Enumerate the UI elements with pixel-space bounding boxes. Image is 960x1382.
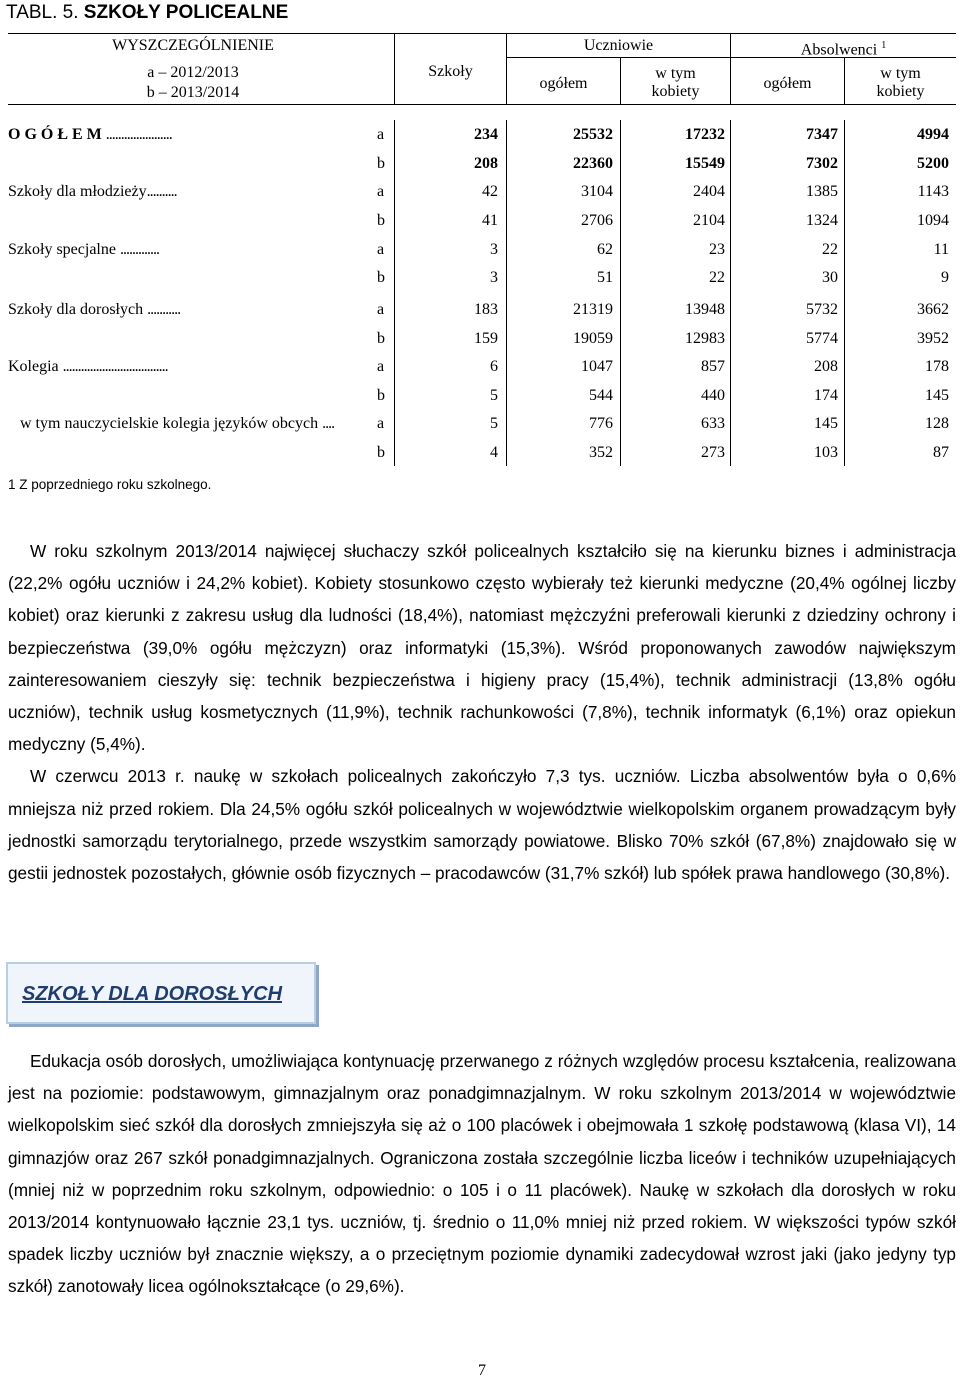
cell-students-women: 17232: [685, 126, 725, 143]
table-row: [0, 410, 960, 438]
row-label: O G Ó Ł E M ......................: [8, 126, 172, 143]
cell-schools: 3: [490, 269, 498, 286]
cell-students-total: 51: [597, 269, 613, 286]
cell-graduates-total: 7347: [806, 126, 838, 143]
graduates-header: Absolwenci $^1$: [800, 40, 887, 59]
cell-students-total: 62: [597, 241, 613, 258]
table-header: [8, 33, 956, 105]
cell-graduates-women: 87: [933, 444, 949, 461]
row-label: Szkoły dla dorosłych ...........: [8, 301, 181, 318]
row-label: Kolegia ...................................: [8, 358, 168, 375]
year-marker: b: [377, 330, 385, 347]
cell-schools: 4: [490, 444, 498, 461]
cell-graduates-women: 178: [925, 358, 949, 375]
cell-students-total: 21319: [573, 301, 613, 318]
cell-students-total: 22360: [573, 155, 613, 172]
cell-students-women: 273: [701, 444, 725, 461]
students-total-header: ogółem: [539, 75, 588, 92]
year-a-label: a – 2012/2013: [147, 64, 239, 81]
table-row: [0, 236, 960, 264]
table-row: [0, 439, 960, 467]
cell-students-women: 23: [709, 241, 725, 258]
table-row: [0, 150, 960, 178]
year-marker: a: [377, 301, 385, 318]
cell-students-women: 2404: [693, 183, 725, 200]
table-heading: SZKOŁY POLICEALNE: [83, 2, 289, 23]
cell-students-total: 776: [589, 415, 613, 432]
cell-schools: 3: [490, 241, 498, 258]
year-marker: a: [377, 415, 385, 432]
section-heading-box: [6, 962, 316, 1024]
cell-students-women: 13948: [685, 301, 725, 318]
year-marker: a: [377, 183, 385, 200]
cell-students-women: 2104: [693, 212, 725, 229]
cell-schools: 159: [474, 330, 498, 347]
year-marker: b: [377, 155, 385, 172]
cell-graduates-women: 11: [933, 241, 949, 258]
cell-graduates-total: 7302: [806, 155, 838, 172]
cell-graduates-total: 208: [814, 358, 838, 375]
cell-graduates-total: 5774: [806, 330, 838, 347]
body-text-section-2: [8, 1045, 956, 1303]
table-row: [0, 353, 960, 381]
row-label: Szkoły specjalne .............: [8, 241, 159, 258]
cell-schools: 208: [474, 155, 498, 172]
section-heading: SZKOŁY DLA DOROSŁYCH: [22, 983, 283, 1005]
cell-students-women: 633: [701, 415, 725, 432]
cell-students-total: 3104: [581, 183, 613, 200]
table-row: [0, 325, 960, 353]
cell-students-total: 352: [589, 444, 613, 461]
year-marker: a: [377, 126, 385, 143]
cell-schools: 5: [490, 415, 498, 432]
year-marker: b: [377, 269, 385, 286]
page-number: 7: [478, 1362, 486, 1379]
cell-graduates-total: 22: [822, 241, 838, 258]
cell-graduates-women: 3952: [917, 330, 949, 347]
cell-students-women: 15549: [685, 155, 725, 172]
cell-graduates-total: 5732: [806, 301, 838, 318]
table-row: [0, 264, 960, 292]
paragraph: Edukacja osób dorosłych, umożliwiająca kontynuację przerwanego z różnych względów procesu kształcenia, realizowana jest na poziomie: podstawowym, gimnazjalnym oraz ponadgimnazjalnym. W roku szkolnym 2013/2014 w województwie wielkopolskim sieć szkół dla dorosłych zmniejszyła się aż o 100 placówek i obejmowała 1 szkołę podstawową (klasa VI), 14 gimnazjów oraz 267 szkół ponadgimnazjalnych. Ograniczona została szczególnie liczba liceów i techników uzupełniających (mniej niż w poprzednim roku szkolnym, odpowiednio: o 105 i o 11 placówek). Naukę w szkołach dla dorosłych w roku 2013/2014 kontynuowało łącznie 23,1 tys. uczniów, tj. średnio o 11,0% mniej niż przed rokiem. W większości typów szkół spadek liczby uczniów był znacznie większy, a o przeciętnym poziomie dynamiki zadecydował wzrost jaki (jako jedyny typ szkół) zanotowały licea ogólnokształcące (o 29,6%).: [8, 1051, 956, 1297]
table-footnote: 1 Z poprzedniego roku szkolnego.: [8, 477, 212, 492]
cell-schools: 5: [490, 387, 498, 404]
cell-graduates-total: 30: [822, 269, 838, 286]
cell-schools: 183: [474, 301, 498, 318]
cell-graduates-women: 4994: [917, 126, 949, 143]
cell-students-total: 19059: [573, 330, 613, 347]
cell-graduates-women: 5200: [917, 155, 949, 172]
students-header: Uczniowie: [583, 37, 654, 54]
cell-schools: 41: [482, 212, 498, 229]
table-title: [6, 2, 288, 24]
year-marker: b: [377, 212, 385, 229]
students-women-header: w tym kobiety: [651, 65, 700, 100]
year-marker: a: [377, 358, 385, 375]
table-row: [0, 207, 960, 235]
cell-graduates-women: 128: [925, 415, 949, 432]
table-row: [0, 121, 960, 149]
graduates-women-header: w tym kobiety: [876, 65, 925, 100]
row-label: Szkoły dla młodzieży..........: [8, 183, 177, 200]
cell-schools: 6: [490, 358, 498, 375]
cell-graduates-women: 1094: [917, 212, 949, 229]
cell-schools: 42: [482, 183, 498, 200]
cell-graduates-women: 9: [941, 269, 949, 286]
body-text-section-1: [8, 535, 956, 889]
table-row: [0, 382, 960, 410]
cell-students-total: 1047: [581, 358, 613, 375]
cell-students-women: 22: [709, 269, 725, 286]
row-label: w tym nauczycielskie kolegia języków obcych ....: [20, 415, 335, 432]
cell-graduates-total: 174: [814, 387, 838, 404]
cell-graduates-women: 145: [925, 387, 949, 404]
cell-graduates-total: 1385: [806, 183, 838, 200]
spec-header: WYSZCZEGÓLNIENIE: [112, 37, 274, 54]
cell-graduates-women: 1143: [917, 183, 949, 200]
cell-students-women: 857: [701, 358, 725, 375]
cell-graduates-women: 3662: [917, 301, 949, 318]
cell-graduates-total: 145: [814, 415, 838, 432]
paragraph: W czerwcu 2013 r. naukę w szkołach policealnych zakończyło 7,3 tys. uczniów. Liczba absolwentów była o 0,6% mniejsza niż przed rokiem. Dla 24,5% ogółu szkół policealnych w województwie wielkopolskim organem prowadzącym były jednostki samorządu terytorialnego, przede wszystkim samorządy powiatowe. Blisko 70% szkół (67,8%) znajdowało się w gestii jednostek pozostałych, głównie osób fizycznych – pracodawców (31,7% szkół) lub spółek prawa handlowego (30,8%).: [8, 766, 956, 884]
cell-students-total: 25532: [573, 126, 613, 143]
table-row: [0, 178, 960, 206]
cell-students-total: 544: [589, 387, 613, 404]
graduates-total-header: ogółem: [763, 75, 812, 92]
cell-students-women: 440: [701, 387, 725, 404]
cell-students-total: 2706: [581, 212, 613, 229]
schools-header: Szkoły: [428, 63, 473, 80]
paragraph: W roku szkolnym 2013/2014 najwięcej słuchaczy szkół policealnych kształciło się na kierunku biznes i administracja (22,2% ogółu uczniów i 24,2% kobiet). Kobiety stosunkowo często wybierały też kierunki medyczne (20,4% ogólnej liczby kobiet) oraz kierunki z zakresu usług dla ludności (18,4%), natomiast mężczyźni preferowali kierunki z dziedziny ochrony i bezpieczeństwa (39,0% ogółu mężczyzn) oraz informatyki (15,3%). Wśród proponowanych zawodów największym zainteresowaniem cieszyły się: technik bezpieczeństwa i higieny pracy (15,4%), technik administracji (13,8% ogółu uczniów), technik usług kosmetycznych (11,9%), technik rachunkowości (7,8%), technik informatyk (6,1%) oraz opiekun medyczny (5,4%).: [8, 541, 956, 755]
year-b-label: b – 2013/2014: [146, 84, 240, 101]
table-number: TABL. 5.: [6, 2, 79, 23]
year-marker: a: [377, 241, 385, 258]
cell-schools: 234: [474, 126, 498, 143]
table-row: [0, 296, 960, 324]
cell-graduates-total: 1324: [806, 212, 838, 229]
year-marker: b: [377, 387, 385, 404]
cell-graduates-total: 103: [814, 444, 838, 461]
year-marker: b: [377, 444, 385, 461]
cell-students-women: 12983: [685, 330, 725, 347]
